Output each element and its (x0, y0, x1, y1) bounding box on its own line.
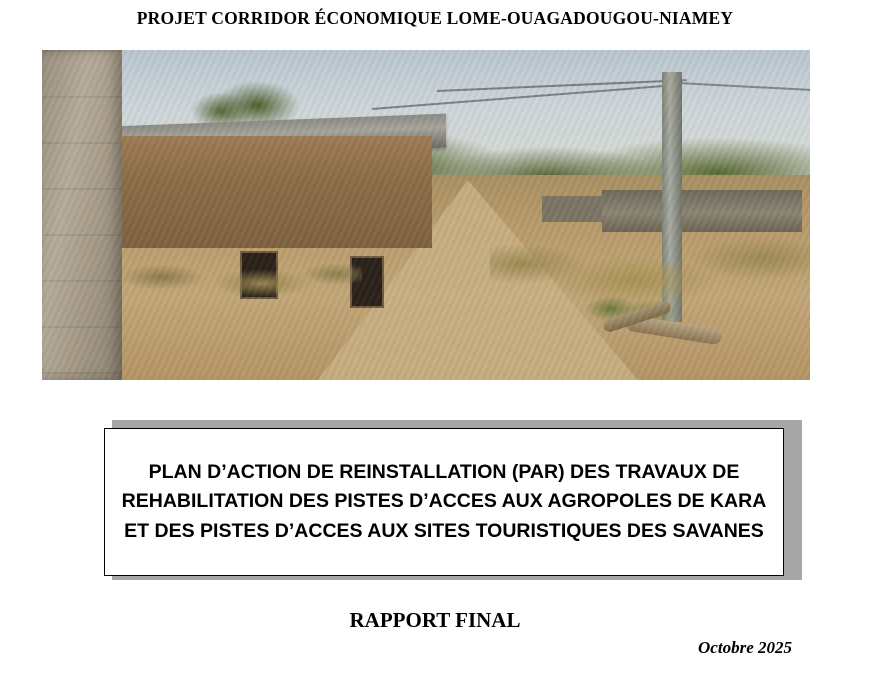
photo-scrub-left (112, 240, 362, 302)
photo-left-wall (42, 50, 122, 380)
cover-photo-image (42, 50, 810, 380)
document-date: Octobre 2025 (698, 638, 792, 657)
project-header: PROJET CORRIDOR ÉCONOMIQUE LOME-OUAGADOUGOU-NIAMEY (136, 8, 734, 28)
report-type-label: RAPPORT FINAL (349, 608, 521, 632)
document-title: PLAN D’ACTION DE REINSTALLATION (PAR) DES TRAVAUX DE REHABILITATION DES PISTES D’ACCES AUX AGROPOLES DE KARA ET DES PISTES D’ACCES AUX SITES TOURISTIQUES DES SAVANES (121, 461, 767, 542)
photo-building-main (122, 136, 432, 248)
photo-fallen-tree (582, 288, 732, 358)
title-box (104, 428, 784, 576)
cover-photo (42, 50, 810, 380)
